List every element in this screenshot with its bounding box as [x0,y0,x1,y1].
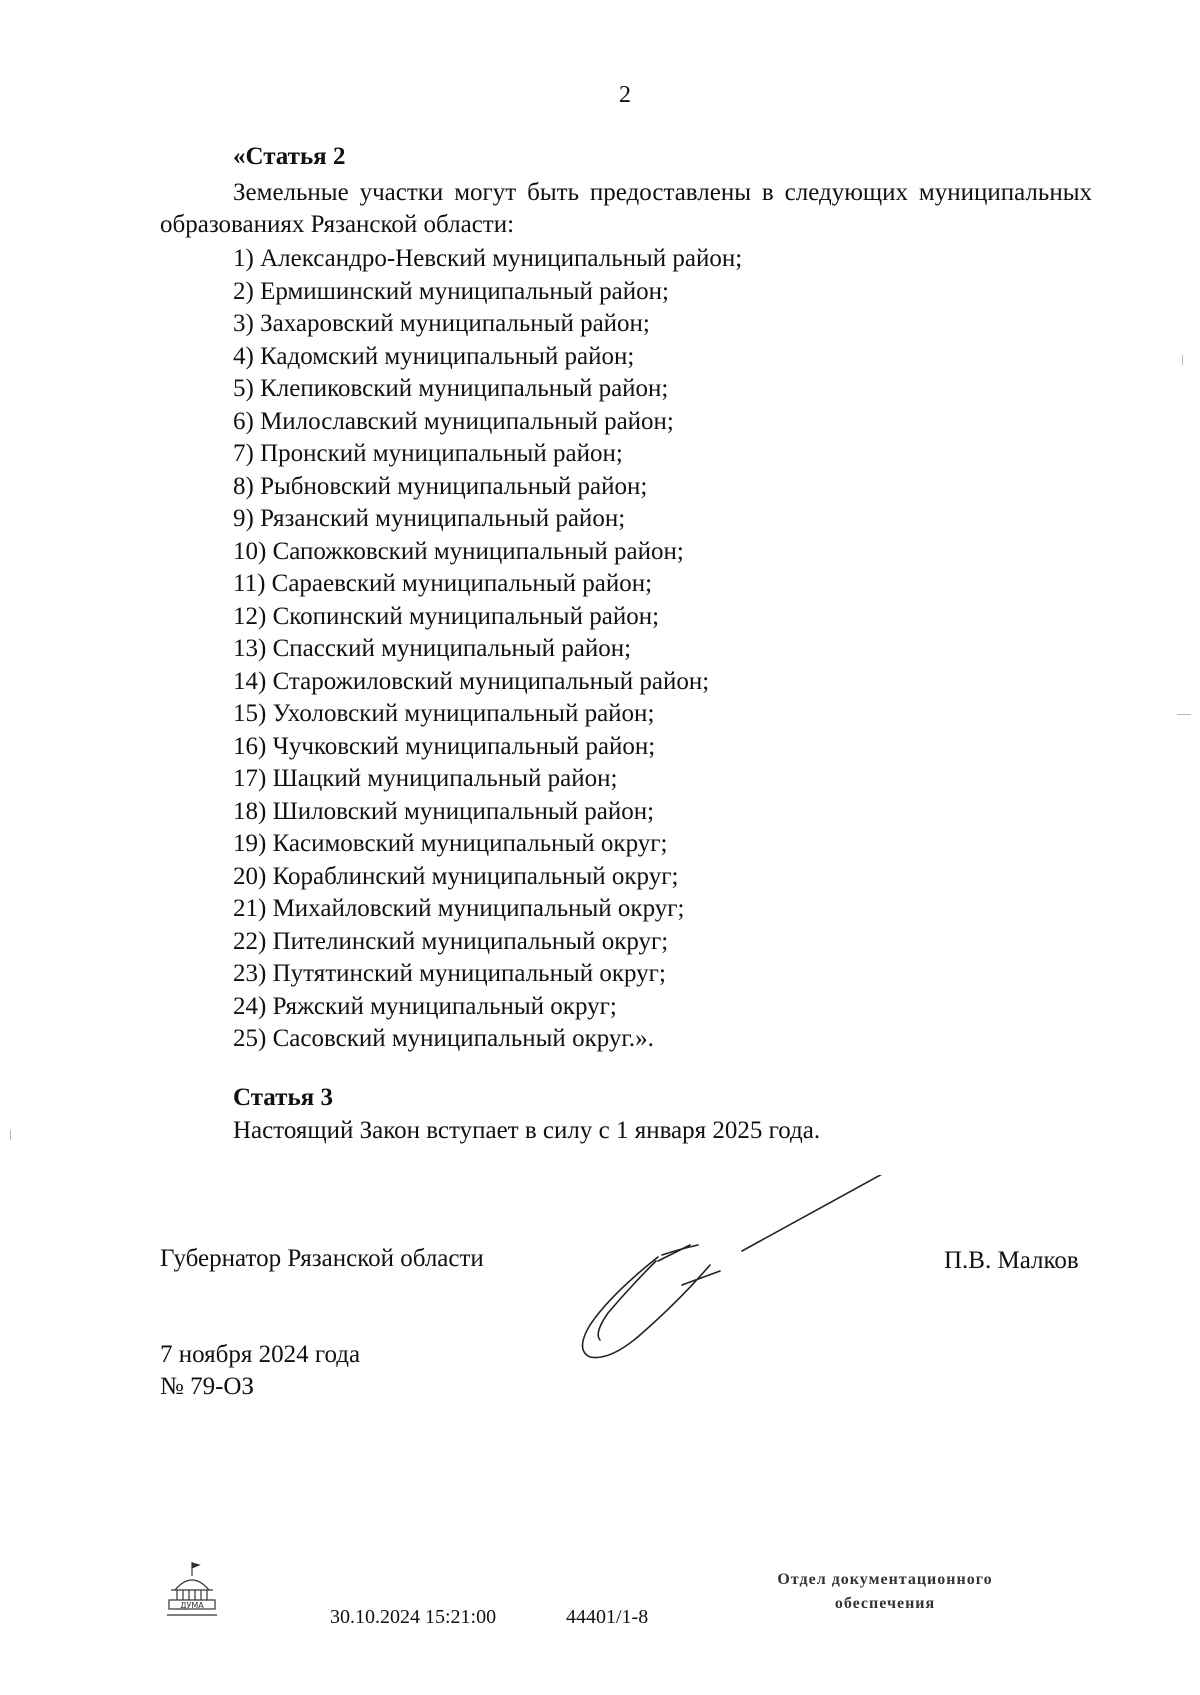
district-item: 15) Ухоловский муниципальный район; [233,700,655,727]
district-item: 4) Кадомский муниципальный район; [233,342,635,370]
page-number: 2 [619,82,631,108]
district-item: 23) Путятинский муниципальный округ; [233,960,666,987]
district-item: 25) Сасовский муниципальный округ.». [233,1025,654,1052]
district-item: 7) Пронский муниципальный район; [233,440,623,467]
article-2-heading: «Статья 2 [233,143,346,170]
district-item: 14) Старожиловский муниципальный район; [233,667,710,695]
district-item: 10) Сапожковский муниципальный район; [233,537,684,565]
district-item: 18) Шиловский муниципальный район; [233,797,655,825]
law-number: № 79-ОЗ [160,1373,255,1400]
handwritten-signature-icon [570,1175,940,1375]
district-item: 5) Клепиковский муниципальный район; [233,375,669,402]
district-item: 24) Ряжский муниципальный округ; [233,992,617,1020]
district-item: 20) Кораблинский муниципальный округ; [233,862,679,890]
duma-logo-text: ДУМА [180,1601,204,1610]
scan-mark [10,1130,11,1140]
district-item: 1) Александро-Невский муниципальный район; [233,245,743,272]
governor-name: П.В. Малков [944,1247,1079,1274]
duma-building-logo-icon [165,1560,225,1622]
law-date: 7 ноября 2024 года [160,1341,361,1368]
footer-registration-number: 44401/1-8 [566,1606,649,1628]
district-item: 17) Шацкий муниципальный район; [233,765,618,792]
district-list [233,243,742,1056]
footer-timestamp: 30.10.2024 15:21:00 [330,1606,497,1628]
district-item: 16) Чучковский муниципальный район; [233,732,656,760]
district-item: 9) Рязанский муниципальный район; [233,505,626,532]
department-stamp: Отдел документационного обеспечения [777,1571,993,1612]
article-2-intro: Земельные участки могут быть предоставлены в следующих муниципальных образованиях Рязанской области: [160,179,1092,238]
district-item: 22) Пителинский муниципальный округ; [233,927,669,955]
district-item: 21) Михайловский муниципальный округ; [233,895,685,922]
scan-mark [1177,714,1191,715]
governor-title: Губернатор Рязанской области [160,1245,484,1272]
district-item: 12) Скопинский муниципальный район; [233,602,660,630]
district-item: 3) Захаровский муниципальный район; [233,310,650,337]
district-item: 11) Сараевский муниципальный район; [233,570,653,597]
article-3-heading: Статья 3 [233,1084,333,1111]
district-item: 19) Касимовский муниципальный округ; [233,830,668,857]
district-item: 2) Ермишинский муниципальный район; [233,277,669,305]
district-item: 13) Спасский муниципальный район; [233,635,632,662]
scan-mark [1182,355,1183,365]
article-3-text: Настоящий Закон вступает в силу с 1 января 2025 года. [233,1117,821,1144]
district-item: 8) Рыбновский муниципальный район; [233,472,648,500]
district-item: 6) Милославский муниципальный район; [233,407,674,435]
